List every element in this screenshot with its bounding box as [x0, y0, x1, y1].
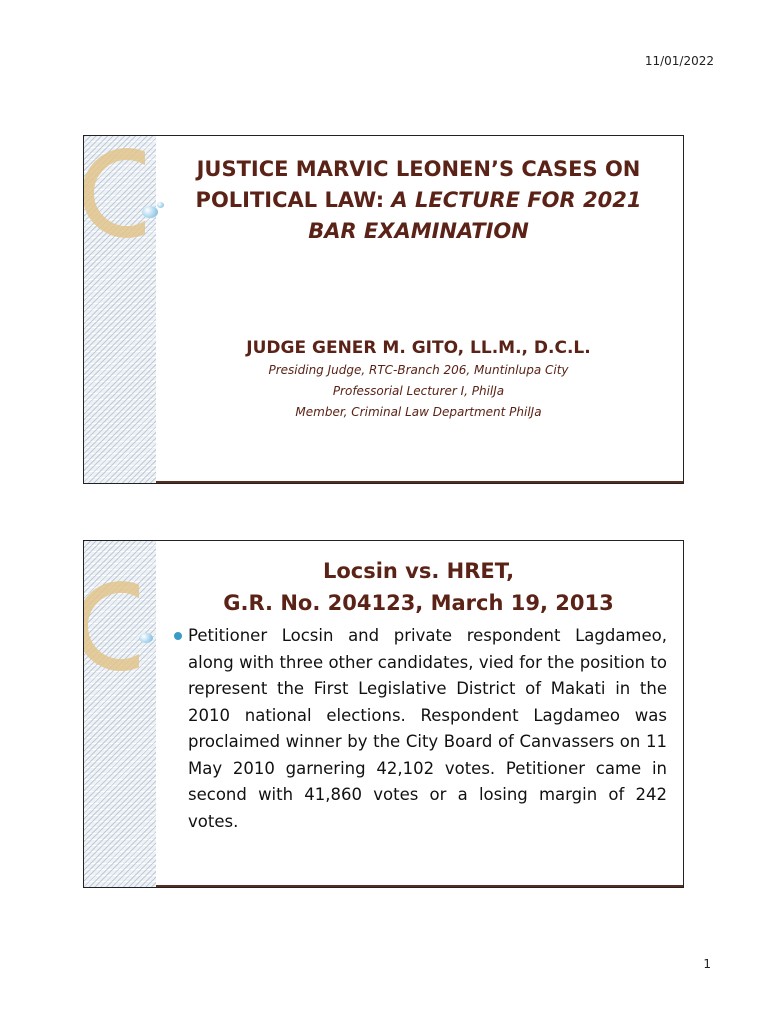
- case-title-line-1: Locsin vs. HRET,: [322, 559, 515, 583]
- decorative-bubble: [139, 633, 153, 643]
- presenter-role: Professorial Lecturer I, PhilJa: [332, 384, 505, 398]
- title-line-3: BAR EXAMINATION: [308, 219, 529, 243]
- bullet-icon: [174, 632, 182, 640]
- slide-bottom-rule: [156, 481, 683, 483]
- slide-title-heading: [164, 154, 673, 247]
- presenter-role: Member, Criminal Law Department PhilJa: [295, 405, 542, 419]
- slide-bottom-rule: [156, 885, 683, 887]
- case-title: [164, 555, 673, 619]
- decorative-bubble: [142, 206, 158, 218]
- title-line-1: JUSTICE MARVIC LEONEN’S CASES ON: [196, 157, 641, 181]
- page-number: 1: [703, 957, 711, 971]
- decorative-ring: [83, 148, 172, 238]
- slide-title: [83, 135, 684, 484]
- title-line-2: [164, 185, 673, 216]
- presenter-block: [164, 336, 673, 423]
- slide-case: [83, 540, 684, 888]
- page-date: 11/01/2022: [644, 54, 714, 68]
- title-line-2-normal: POLITICAL LAW:: [195, 188, 385, 212]
- case-title-line-2: G.R. No. 204123, March 19, 2013: [223, 591, 614, 615]
- presenter-role: Presiding Judge, RTC-Branch 206, Muntinlupa City: [268, 363, 569, 377]
- presenter-name: JUDGE GENER M. GITO, LL.M., D.C.L.: [246, 338, 591, 358]
- decorative-bubble: [157, 202, 164, 208]
- bullet-text: Petitioner Locsin and private respondent Lagdameo, along with three other candidates, vied for the position to represent the First Legislative District of Makati in the 2010 national elections. Respondent Lagdameo was proclaimed winner by the City Board of Canvassers on 11 May 2010 garnering 42,102 votes. Petitioner came in second with 41,860 votes or a losing margin of 242 votes.: [188, 626, 667, 831]
- bullet-item: [174, 623, 667, 835]
- title-line-2-italic: A LECTURE FOR 2021: [384, 188, 642, 212]
